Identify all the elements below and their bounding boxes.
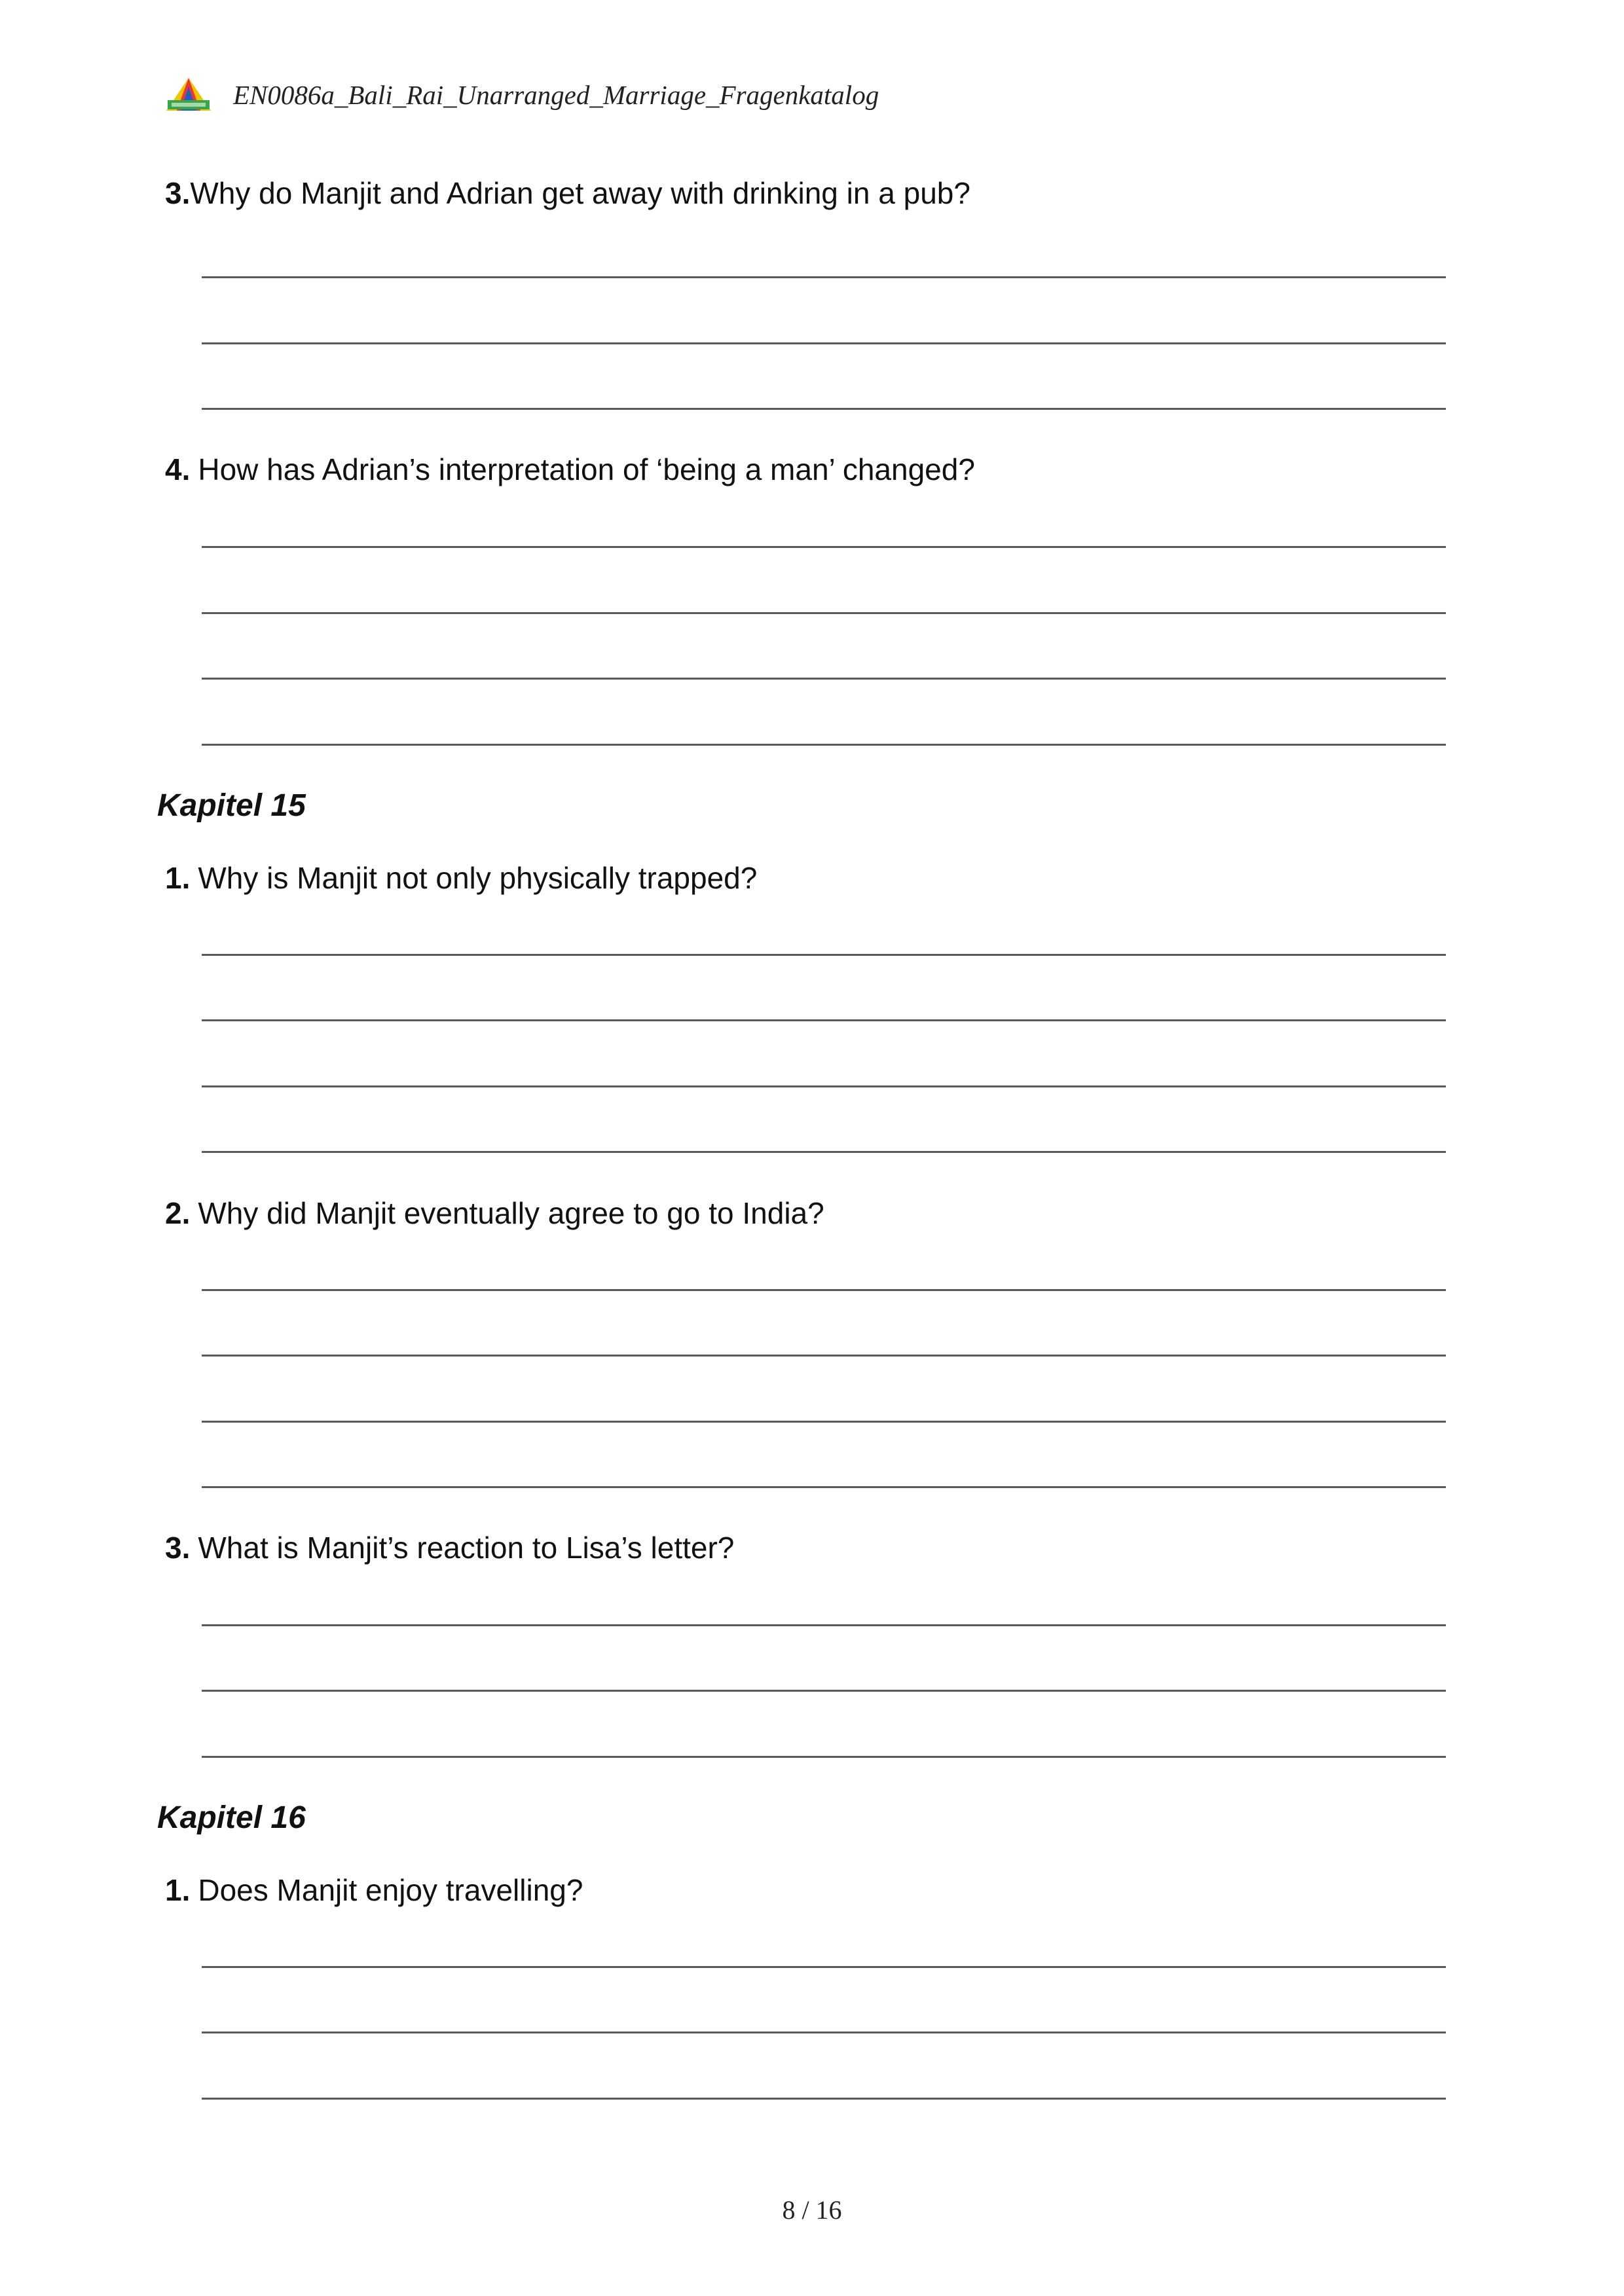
answer-line[interactable] xyxy=(202,1966,1446,1968)
answer-line[interactable] xyxy=(202,744,1446,746)
question-text: What is Manjit’s reaction to Lisa’s letter? xyxy=(198,1531,735,1565)
question-text: Why do Manjit and Adrian get away with drinking in a pub? xyxy=(190,176,970,210)
answer-line[interactable] xyxy=(202,276,1446,278)
answer-line[interactable] xyxy=(202,1486,1446,1488)
question-number: 3. xyxy=(165,1531,191,1565)
question-number: 1. xyxy=(165,861,191,895)
answer-line[interactable] xyxy=(202,546,1446,548)
answer-line[interactable] xyxy=(202,954,1446,956)
question-number: 2. xyxy=(165,1196,191,1230)
chapter-16-question-1 xyxy=(165,1872,583,1908)
answer-line[interactable] xyxy=(202,1756,1446,1758)
question-number: 1. xyxy=(165,1873,191,1907)
question-text: Does Manjit enjoy travelling? xyxy=(198,1873,583,1907)
answer-line[interactable] xyxy=(202,408,1446,410)
question-number: 3. xyxy=(165,176,191,210)
answer-line[interactable] xyxy=(202,1289,1446,1291)
question-text: Why is Manjit not only physically trapped? xyxy=(198,861,758,895)
answer-line[interactable] xyxy=(202,612,1446,614)
answer-line[interactable] xyxy=(202,1019,1446,1021)
question-number: 4. xyxy=(165,452,191,486)
answer-line[interactable] xyxy=(202,342,1446,344)
chapter-heading-16: Kapitel 16 xyxy=(157,1800,306,1835)
answer-line[interactable] xyxy=(202,1421,1446,1423)
page-number: 8 / 16 xyxy=(782,2195,842,2225)
question-4 xyxy=(165,452,975,487)
answer-line[interactable] xyxy=(202,1355,1446,1357)
chapter-heading-15: Kapitel 15 xyxy=(157,788,306,823)
question-text: Why did Manjit eventually agree to go to India? xyxy=(198,1196,824,1230)
answer-line[interactable] xyxy=(202,1151,1446,1153)
answer-line[interactable] xyxy=(202,2032,1446,2033)
question-3 xyxy=(165,175,970,211)
answer-line[interactable] xyxy=(202,1690,1446,1692)
page-header xyxy=(165,72,879,118)
chapter-15-question-2 xyxy=(165,1195,824,1231)
chapter-15-question-3 xyxy=(165,1530,734,1565)
answer-line[interactable] xyxy=(202,678,1446,680)
lernwerk-logo-icon xyxy=(165,77,212,113)
answer-line[interactable] xyxy=(202,1085,1446,1087)
answer-line[interactable] xyxy=(202,1624,1446,1626)
document-title: EN0086a_Bali_Rai_Unarranged_Marriage_Fragenkatalog xyxy=(233,80,879,110)
question-text: How has Adrian’s interpretation of ‘being a man’ changed? xyxy=(198,452,975,486)
chapter-15-question-1 xyxy=(165,860,757,896)
answer-line[interactable] xyxy=(202,2098,1446,2100)
